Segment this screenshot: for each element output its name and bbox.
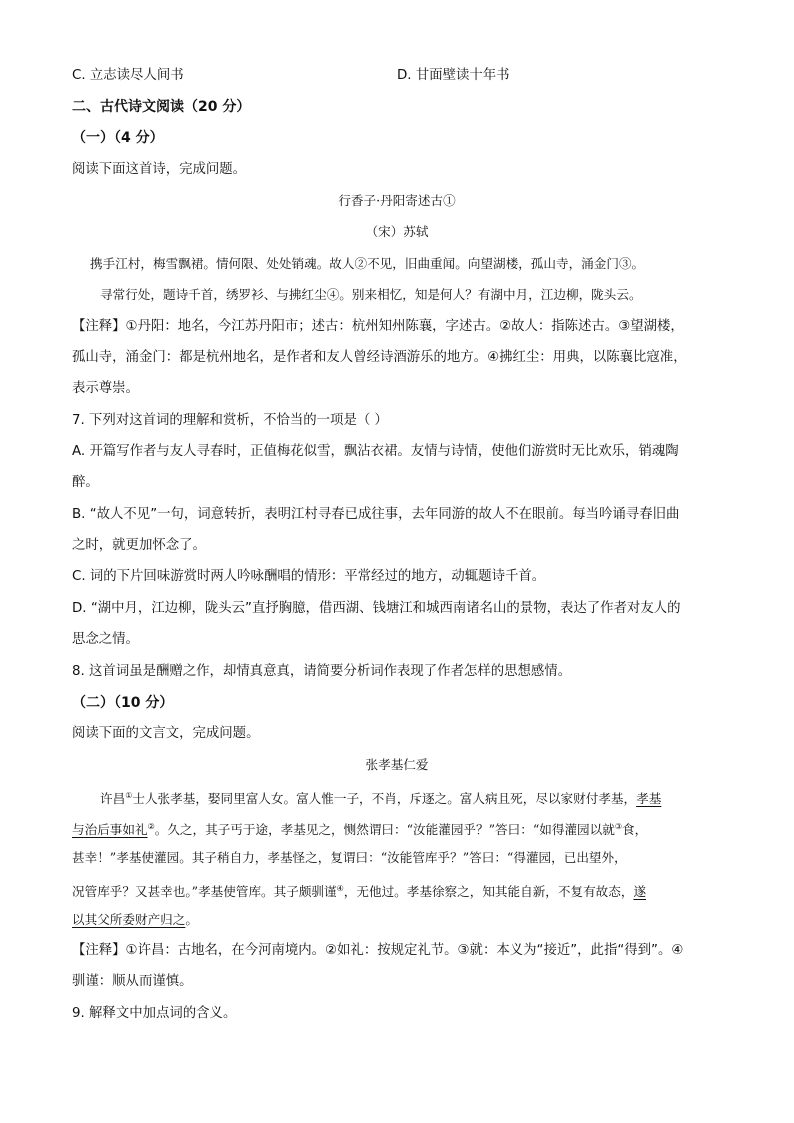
part2-title: （二）（10 分） (72, 695, 174, 711)
poem-line: 携手江村，梅雪飘裙。情何限、处处销魂。故人②不见，旧曲重闻。向望湖楼，孤山寺，涌金门③。 (90, 256, 645, 271)
underlined-text: 遂 (633, 884, 647, 900)
underlined-text: 孝基 (636, 791, 662, 807)
poem-author: （宋）苏轼 (365, 224, 429, 239)
poem-title: 行香子·丹阳寄述古① (338, 193, 456, 208)
part2-instruction: 阅读下面的文言文，完成问题。 (72, 726, 260, 741)
option-c: C. 立志读尽人间书 (72, 68, 184, 83)
option-d-q7: D. “湖中月，江边柳，陇头云”直抒胸臆，借西湖、钱塘江和城西南诸名山的景物，表达了作者对友人的 (72, 601, 681, 616)
part1-title: （一）（4 分） (72, 130, 164, 146)
note-line: 表示尊崇。 (72, 381, 139, 396)
section-title: 二、古代诗文阅读（20 分） (72, 99, 251, 115)
option-a-cont: 醉。 (72, 475, 99, 490)
text-title: 张孝基仁爱 (365, 757, 429, 772)
option-b-cont: 之时，就更加怀念了。 (72, 538, 206, 553)
note-line: 孤山寺，涌金门：都是杭州地名，是作者和友人曾经诗酒游乐的地方。④拂红尘：用典，以陈襄比寇准， (72, 350, 687, 365)
passage-text: 食， (622, 822, 648, 838)
passage-text: 。 (185, 912, 198, 927)
passage-text: 许昌 (100, 791, 126, 807)
underlined-text: 以其父所委财产归之 (72, 912, 186, 927)
option-a: A. 开篇写作者与友人寻春时，正值梅花似雪，飘沾衣裙。友情与诗情，使他们游赏时无比欢乐，销魂陶 (72, 444, 679, 459)
note-line: 【注释】①许昌：古地名，在今河南境内。②如礼：按规定礼节。③就：本义为“接近”，此指“得到”。④ (72, 943, 684, 958)
poem-line: 寻常行处，题诗千首，绣罗衫、与拂红尘④。别来相忆，知是何人？有湖中月，江边柳，陇头云。 (100, 287, 642, 302)
part1-instruction: 阅读下面这首诗，完成问题。 (72, 162, 247, 177)
option-b: B. “故人不见”一句，词意转折，表明江村寻春已成往事，去年同游的故人不在眼前。每当吟诵寻春旧曲 (72, 507, 680, 522)
footnote-mark: ① (125, 791, 133, 800)
passage-line: 甚幸！”孝基使灌园。其子稍自力，孝基怪之，复谓曰：“汝能管库乎？”答曰：“得灌园，已出望外， (72, 850, 627, 865)
note-line: 驯谨：顺从而谨慎。 (72, 974, 193, 989)
passage-line (72, 911, 722, 929)
passage-text: 士人张孝基，娶同里富人女。富人惟一子，不肖，斥逐之。富人病且死，尽以家财付孝基， (132, 791, 637, 807)
passage-line (72, 880, 722, 901)
passage-line (72, 818, 722, 839)
passage-line (100, 787, 722, 808)
footnote-mark: ④ (336, 884, 344, 893)
question-7: 7. 下列对这首词的理解和赏析，不恰当的一项是（ ） (72, 413, 388, 428)
option-c-q7: C. 词的下片回味游赏时两人吟咏酬唱的情形：平常经过的地方，动辄题诗千首。 (72, 569, 546, 584)
footnote-mark: ③ (614, 822, 623, 831)
passage-text: 。久之，其子丐于途，孝基见之，恻然谓曰：“汝能灌园乎？”答曰：“如得灌园以就 (154, 822, 615, 838)
question-8: 8. 这首词虽是酬赠之作，却情真意真，请简要分析词作表现了作者怎样的思想感情。 (72, 664, 572, 679)
option-d: D. 甘面壁读十年书 (397, 68, 510, 83)
question-9: 9. 解释文中加点词的含义。 (72, 1006, 237, 1021)
passage-text: ，无他过。孝基徐察之，知其能自新，不复有故态， (343, 884, 634, 900)
passage-text: 况管库乎？又甚幸也。”孝基使管库。其子颇驯谨 (72, 884, 337, 900)
underlined-text: 与治后事如礼 (72, 822, 148, 838)
option-d-cont: 思念之情。 (72, 632, 139, 647)
options-row (72, 67, 722, 85)
note-line: 【注释】①丹阳：地名，今江苏丹阳市；述古：杭州知州陈襄，字述古。②故人：指陈述古。③望湖楼， (72, 319, 684, 334)
footnote-mark: ② (147, 822, 155, 831)
